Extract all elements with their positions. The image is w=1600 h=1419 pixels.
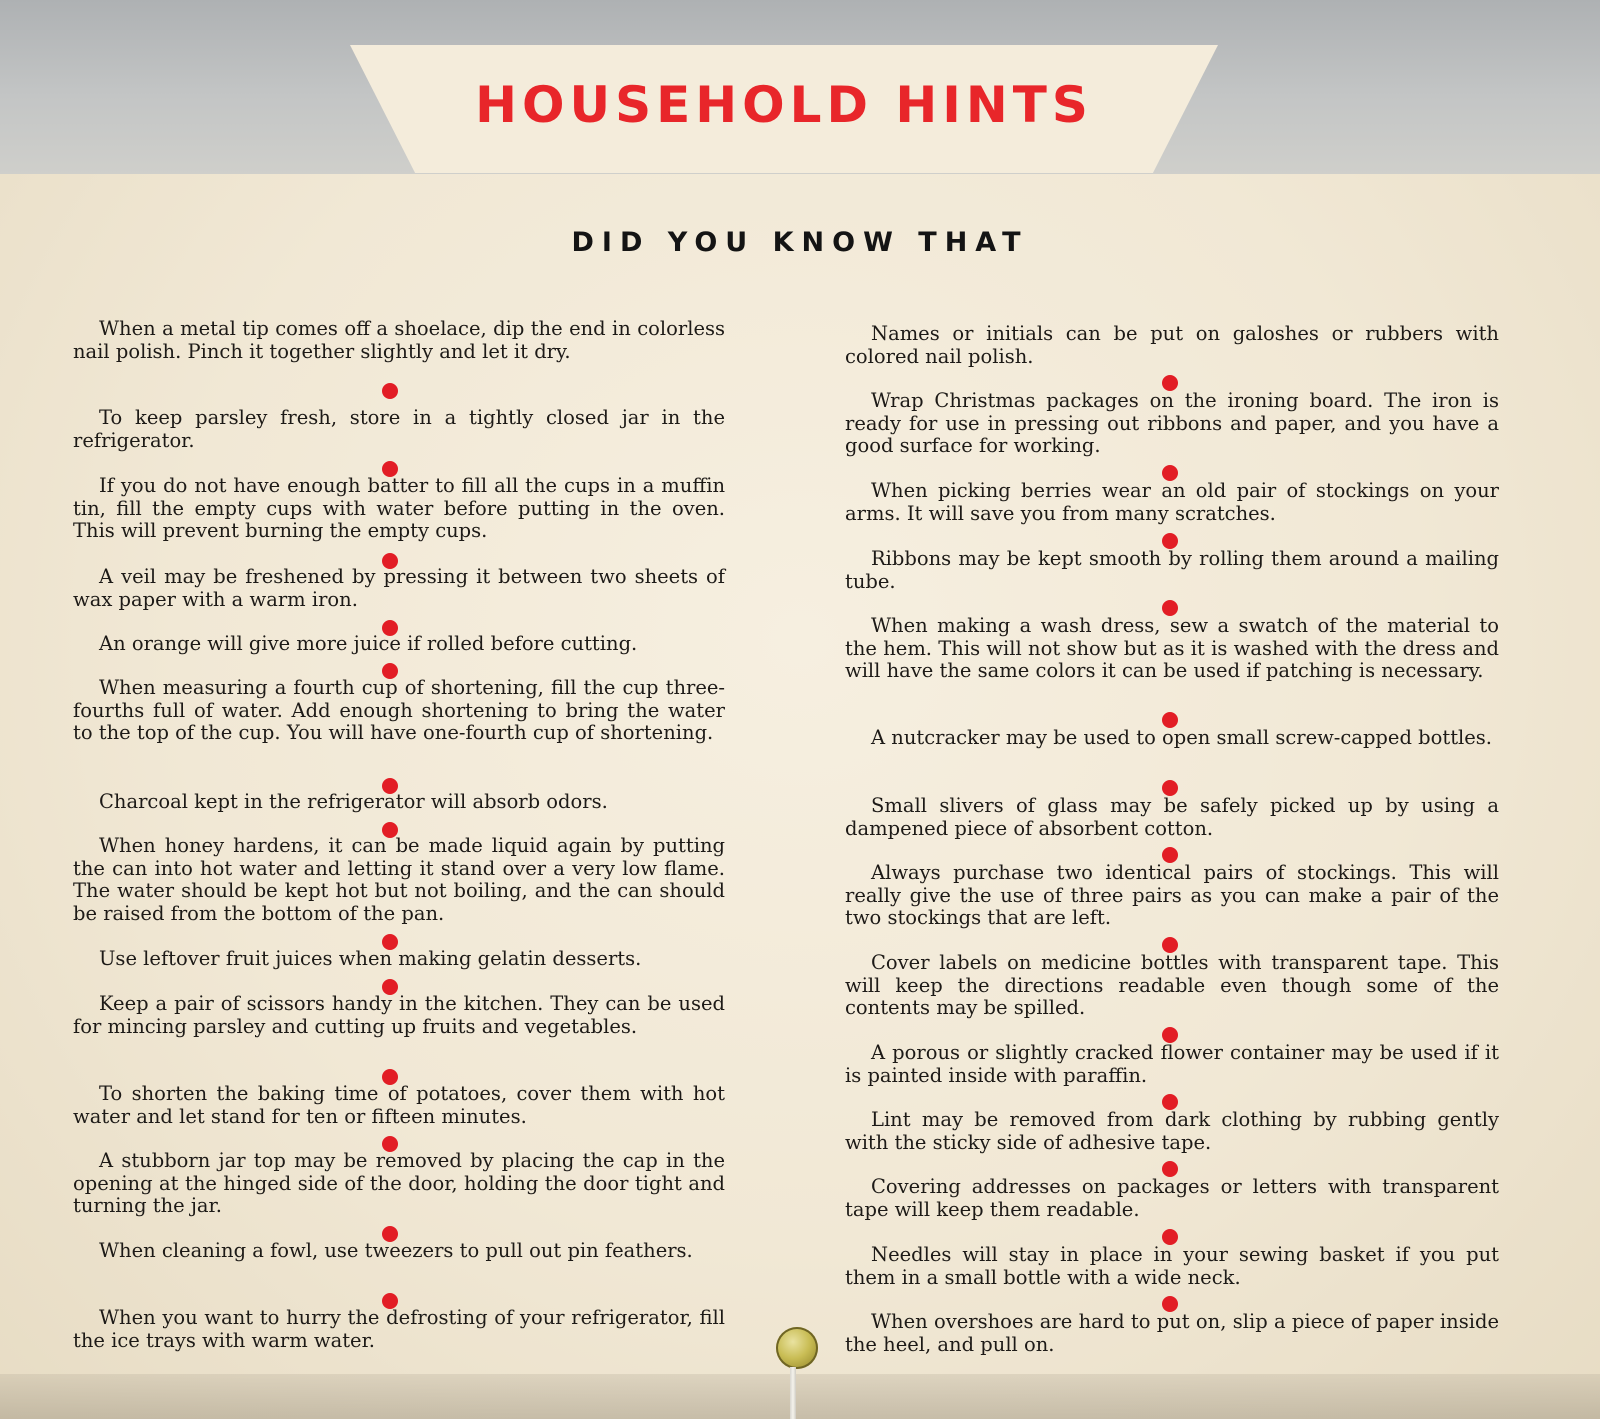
hint-right-2: Wrap Christmas packages on the ironing board. The iron is ready for use in pressing out ribbons and paper, and you have a good surface for working. xyxy=(845,389,1499,457)
hint-left-10: Keep a pair of scissors handy in the kitchen. They can be used for mincing parsley and cutting up fruits and vegetables. xyxy=(73,992,725,1038)
hint-left-4: A veil may be freshened by pressing it between two sheets of wax paper with a warm iron. xyxy=(73,565,725,611)
hint-right-11: Lint may be removed from dark clothing by rubbing gently with the sticky side of adhesive tape. xyxy=(845,1108,1499,1154)
hint-left-1: When a metal tip comes off a shoelace, dip the end in colorless nail polish. Pinch it together slightly and let it dry. xyxy=(73,317,725,363)
section-subtitle: DID YOU KNOW THAT xyxy=(571,227,1029,258)
hint-right-9: Cover labels on medicine bottles with transparent tape. This will keep the directions readable even though some of the contents may be spilled. xyxy=(845,951,1499,1019)
page-title: HOUSEHOLD HINTS xyxy=(475,76,1093,134)
hint-left-11: To shorten the baking time of potatoes, cover them with hot water and let stand for ten or fifteen minutes. xyxy=(73,1082,725,1128)
hint-right-10: A porous or slightly cracked flower container may be used if it is painted inside with paraffin. xyxy=(845,1041,1499,1087)
hint-left-7: Charcoal kept in the refrigerator will absorb odors. xyxy=(99,790,608,813)
hanging-string xyxy=(790,1367,796,1419)
bullet-dot-icon xyxy=(382,383,398,399)
hint-right-3: When picking berries wear an old pair of stockings on your arms. It will save you from many scratches. xyxy=(845,479,1499,525)
hint-left-3: If you do not have enough batter to fill all the cups in a muffin tin, fill the empty cups with water before putting in the oven. This will prevent burning the empty cups. xyxy=(73,474,725,542)
hint-left-2: To keep parsley fresh, store in a tightly closed jar in the refrigerator. xyxy=(73,406,725,452)
hint-right-14: When overshoes are hard to put on, slip a piece of paper inside the heel, and pull on. xyxy=(845,1310,1499,1356)
hint-right-6: A nutcracker may be used to open small screw-capped bottles. xyxy=(871,726,1493,749)
hint-left-8: When honey hardens, it can be made liquid again by putting the can into hot water and letting it stand over a very low flame. The water should be kept hot but not boiling, and the can should be raised from the bottom of the pan. xyxy=(73,834,725,925)
hint-left-5: An orange will give more juice if rolled before cutting. xyxy=(99,632,638,655)
hint-right-8: Always purchase two identical pairs of stockings. This will really give the use of three pairs as you can make a pair of the two stockings that are left. xyxy=(845,861,1499,929)
hint-left-12: A stubborn jar top may be removed by placing the cap in the opening at the hinged side of the door, holding the door tight and turning the jar. xyxy=(73,1149,725,1217)
hint-right-12: Covering addresses on packages or letters with transparent tape will keep them readable. xyxy=(845,1175,1499,1221)
hint-right-5: When making a wash dress, sew a swatch of the material to the hem. This will not show but as it is washed with the dress and will have the same colors it can be used if patching is necessary. xyxy=(845,614,1499,682)
hint-right-4: Ribbons may be kept smooth by rolling them around a mailing tube. xyxy=(845,547,1499,593)
hint-left-6: When measuring a fourth cup of shortening, fill the cup three-fourths full of water. Add enough shortening to bring the water to the top of the cup. You will have one-fourth cup of shortening. xyxy=(73,676,725,744)
hint-left-14: When you want to hurry the defrosting of your refrigerator, fill the ice trays with warm water. xyxy=(73,1306,725,1352)
bottom-crease xyxy=(0,1374,1600,1419)
hint-left-9: Use leftover fruit juices when making gelatin desserts. xyxy=(99,947,642,970)
hint-right-1: Names or initials can be put on galoshes or rubbers with colored nail polish. xyxy=(845,322,1499,368)
binding-rivet-icon xyxy=(776,1327,818,1369)
hint-right-13: Needles will stay in place in your sewing basket if you put them in a small bottle with a wide neck. xyxy=(845,1243,1499,1289)
hint-left-13: When cleaning a fowl, use tweezers to pull out pin feathers. xyxy=(99,1239,693,1262)
hint-right-7: Small slivers of glass may be safely picked up by using a dampened piece of absorbent cotton. xyxy=(845,794,1499,840)
